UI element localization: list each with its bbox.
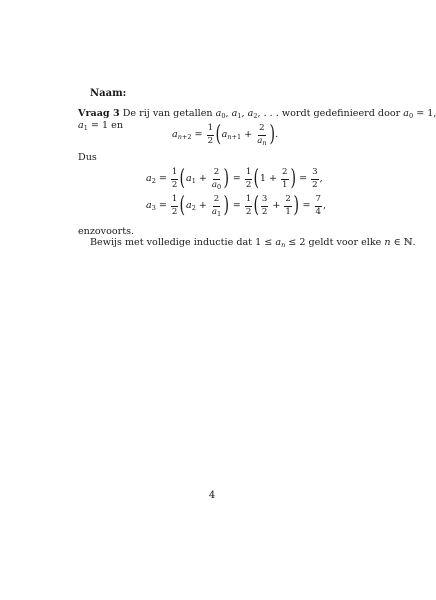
intro-rest: wordt gedefinieerd door — [281, 108, 401, 119]
page-number: 4 — [208, 490, 216, 501]
question-intro-line-1: Vraag 3 De rij van getallen $a_0$, $a_1$, $a_2$, . . . wordt gedefinieerd door $a_0 = 1$, — [78, 108, 436, 120]
question-number: Vraag 3 — [78, 108, 120, 119]
recurrence-equation: $a_{n+2}$ = $\frac{1}{2}$ ( $a_{n+1}$ + $\frac{2}{a_n}$ ) . — [172, 122, 279, 147]
dus-text: Dus — [78, 152, 97, 163]
fraction-2-over-an: $\frac{2}{a_n}$ — [257, 123, 267, 147]
question-intro-line-2: $a_1 = 1$ en — [78, 119, 124, 132]
name-label: Naam: — [90, 88, 127, 99]
equation-a2: $a_2$ = $\frac{1}{2}$ ( $a_1$ + $\frac{2}{a_0}$ ) = $\frac{1}{2}$ ( 1 + $\frac{2}{1}$ ) = $\frac{3}{2}$ , — [146, 166, 323, 191]
fraction-half: $\frac{1}{2}$ — [207, 123, 214, 146]
enzovoorts-text: enzovoorts. — [78, 226, 135, 237]
intro-text: De rij van getallen — [122, 108, 213, 119]
task-statement: Bewijs met volledige inductie dat $1 \le a_n \le 2$ geldt voor elke n ∈ ℕ. — [90, 237, 416, 249]
equation-a3: $a_3$ = $\frac{1}{2}$ ( $a_2$ + $\frac{2}{a_1}$ ) = $\frac{1}{2}$ ( $\frac{3}{2}$ + $\frac{2}{1}$ ) = $\frac{7}{4}$ , — [146, 193, 327, 218]
